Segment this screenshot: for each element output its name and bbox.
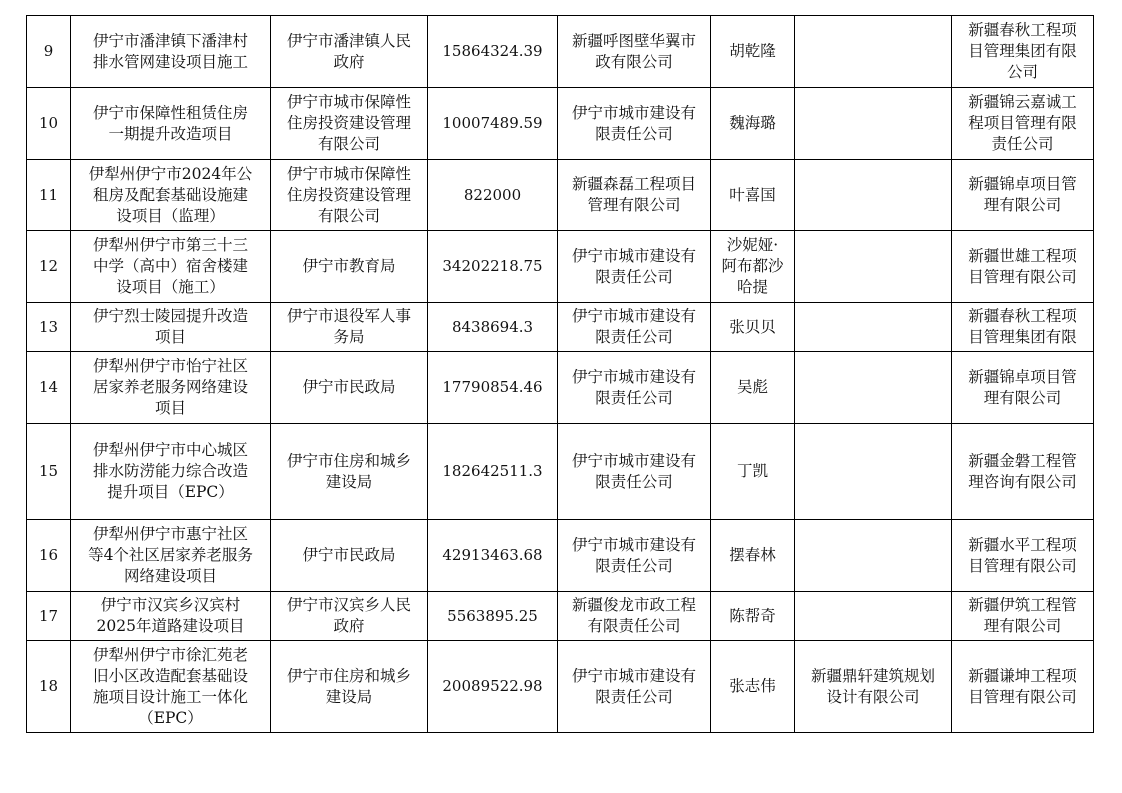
project-name: 伊宁市汉宾乡汉宾村 2025年道路建设项目 xyxy=(96,596,245,635)
design-unit-cell xyxy=(795,88,952,160)
design-unit-cell xyxy=(795,641,952,733)
project-name-cell xyxy=(71,592,271,641)
contractor: 新疆呼图壁华翼市 政有限公司 xyxy=(571,31,696,71)
project-name-cell xyxy=(71,352,271,424)
contractor-cell xyxy=(558,88,711,160)
project-manager: 吴彪 xyxy=(736,378,768,396)
contract-amount: 15864324.39 xyxy=(442,42,543,60)
supervision-unit: 新疆水平工程项 目管理有限公司 xyxy=(968,535,1077,575)
design-unit-cell xyxy=(795,303,952,352)
row-number-cell xyxy=(27,303,71,352)
project-name-cell xyxy=(71,16,271,88)
row-number-cell xyxy=(27,352,71,424)
design-unit-cell xyxy=(795,424,952,520)
design-unit-cell xyxy=(795,352,952,424)
supervision-unit-cell xyxy=(952,592,1094,641)
project-manager: 沙妮娅· 阿布都沙 哈提 xyxy=(721,236,784,296)
contractor-cell xyxy=(558,352,711,424)
project-manager-cell xyxy=(711,16,795,88)
contractor-cell xyxy=(558,231,711,303)
table-row xyxy=(27,16,1094,88)
project-manager: 魏海璐 xyxy=(729,114,776,132)
contractor: 新疆俊龙市政工程 有限责任公司 xyxy=(571,596,696,635)
contractor: 伊宁市城市建设有 限责任公司 xyxy=(571,451,696,491)
project-manager-cell xyxy=(711,520,795,592)
project-name-cell xyxy=(71,424,271,520)
contract-amount-cell xyxy=(428,16,558,88)
supervision-unit: 新疆锦卓项目管 理有限公司 xyxy=(968,175,1077,214)
contractor: 伊宁市城市建设有 限责任公司 xyxy=(571,307,696,346)
contract-amount: 8438694.3 xyxy=(451,317,534,336)
project-manager-cell xyxy=(711,424,795,520)
row-number-cell xyxy=(27,424,71,520)
row-number-cell xyxy=(27,88,71,160)
supervision-unit-cell xyxy=(952,352,1094,424)
supervision-unit: 新疆伊筑工程管 理有限公司 xyxy=(968,596,1077,635)
contractor: 伊宁市城市建设有 限责任公司 xyxy=(571,535,696,575)
project-manager-cell xyxy=(711,88,795,160)
owner-unit: 伊宁市潘津镇人民 政府 xyxy=(286,31,411,71)
project-manager-cell xyxy=(711,231,795,303)
supervision-unit-cell xyxy=(952,231,1094,303)
project-manager: 胡乾隆 xyxy=(729,42,776,60)
contractor: 伊宁市城市建设有 限责任公司 xyxy=(571,246,696,286)
contract-amount-cell xyxy=(428,303,558,352)
contractor-cell xyxy=(558,303,711,352)
project-name: 伊宁烈士陵园提升改造 项目 xyxy=(92,307,248,346)
table-row xyxy=(27,352,1094,424)
project-manager-cell xyxy=(711,303,795,352)
row-number: 9 xyxy=(43,42,54,60)
project-manager-cell xyxy=(711,352,795,424)
contractor-cell xyxy=(558,641,711,733)
owner-unit-cell xyxy=(271,231,428,303)
owner-unit-cell xyxy=(271,16,428,88)
owner-unit-cell xyxy=(271,303,428,352)
project-manager: 张志伟 xyxy=(729,677,776,695)
contractor-cell xyxy=(558,520,711,592)
contract-amount: 822000 xyxy=(463,185,522,204)
owner-unit-cell xyxy=(271,592,428,641)
row-number-cell xyxy=(27,641,71,733)
row-number: 13 xyxy=(38,317,59,336)
owner-unit-cell xyxy=(271,88,428,160)
supervision-unit-cell xyxy=(952,303,1094,352)
supervision-unit: 新疆金磐工程管 理咨询有限公司 xyxy=(968,451,1077,491)
project-name: 伊宁市潘津镇下潘津村 排水管网建设项目施工 xyxy=(92,31,248,71)
table-row xyxy=(27,592,1094,641)
row-number: 10 xyxy=(38,114,59,132)
owner-unit: 伊宁市汉宾乡人民 政府 xyxy=(286,596,411,635)
project-name-cell xyxy=(71,641,271,733)
row-number-cell xyxy=(27,231,71,303)
supervision-unit-cell xyxy=(952,16,1094,88)
project-name: 伊犁州伊宁市徐汇苑老 旧小区改造配套基础设 施项目设计施工一体化 （EPC） xyxy=(92,645,248,727)
supervision-unit-cell xyxy=(952,88,1094,160)
contractor-cell xyxy=(558,424,711,520)
row-number: 15 xyxy=(38,462,59,480)
contract-amount-cell xyxy=(428,520,558,592)
design-unit-cell xyxy=(795,16,952,88)
table-row xyxy=(27,424,1094,520)
design-unit-cell xyxy=(795,520,952,592)
supervision-unit-cell xyxy=(952,160,1094,231)
supervision-unit: 新疆春秋工程项 目管理集团有限 xyxy=(968,307,1077,346)
contract-amount: 34202218.75 xyxy=(442,257,543,275)
design-unit-cell xyxy=(795,592,952,641)
project-manager: 陈帮奇 xyxy=(729,606,776,625)
contract-amount: 20089522.98 xyxy=(442,677,543,695)
project-name-cell xyxy=(71,303,271,352)
row-number-cell xyxy=(27,16,71,88)
contract-amount-cell xyxy=(428,88,558,160)
supervision-unit: 新疆春秋工程项 目管理集团有限 公司 xyxy=(968,21,1077,81)
supervision-unit: 新疆锦云嘉诚工 程项目管理有限 责任公司 xyxy=(968,93,1077,153)
owner-unit: 伊宁市退役军人事 务局 xyxy=(286,307,411,346)
contractor-cell xyxy=(558,16,711,88)
project-name: 伊犁州伊宁市2024年公 租房及配套基础设施建 设项目（监理） xyxy=(88,164,253,225)
contractor: 新疆森磊工程项目 管理有限公司 xyxy=(571,175,696,214)
table-row xyxy=(27,303,1094,352)
owner-unit: 伊宁市城市保障性 住房投资建设管理 有限公司 xyxy=(286,164,411,225)
contract-amount: 10007489.59 xyxy=(442,114,543,132)
supervision-unit-cell xyxy=(952,641,1094,733)
table-row xyxy=(27,231,1094,303)
supervision-unit-cell xyxy=(952,424,1094,520)
project-name-cell xyxy=(71,88,271,160)
design-unit-cell xyxy=(795,160,952,231)
contractor: 伊宁市城市建设有 限责任公司 xyxy=(571,103,696,143)
owner-unit-cell xyxy=(271,160,428,231)
project-manager: 张贝贝 xyxy=(729,317,776,336)
project-name: 伊犁州伊宁市怡宁社区 居家养老服务网络建设 项目 xyxy=(92,357,248,417)
owner-unit-cell xyxy=(271,641,428,733)
table-body xyxy=(27,16,1094,733)
contract-amount: 5563895.25 xyxy=(447,606,538,625)
project-manager: 叶喜国 xyxy=(729,185,776,204)
row-number: 14 xyxy=(38,378,59,396)
table-row xyxy=(27,520,1094,592)
contractor-cell xyxy=(558,160,711,231)
supervision-unit: 新疆谦坤工程项 目管理有限公司 xyxy=(968,666,1077,706)
table-row xyxy=(27,88,1094,160)
row-number-cell xyxy=(27,520,71,592)
project-name-cell xyxy=(71,160,271,231)
project-name: 伊犁州伊宁市第三十三 中学（高中）宿舍楼建 设项目（施工） xyxy=(92,236,248,296)
design-unit-cell xyxy=(795,231,952,303)
design-unit: 新疆鼎轩建筑规划 设计有限公司 xyxy=(810,666,935,706)
row-number: 11 xyxy=(38,185,59,204)
project-manager-cell xyxy=(711,641,795,733)
project-manager-cell xyxy=(711,160,795,231)
project-manager: 丁凯 xyxy=(736,462,768,480)
project-manager: 摆春林 xyxy=(729,546,776,564)
project-name: 伊犁州伊宁市惠宁社区 等4个社区居家养老服务 网络建设项目 xyxy=(88,525,253,585)
owner-unit-cell xyxy=(271,424,428,520)
owner-unit: 伊宁市民政局 xyxy=(302,546,396,564)
row-number-cell xyxy=(27,160,71,231)
project-name: 伊宁市保障性租赁住房 一期提升改造项目 xyxy=(92,103,248,143)
row-number: 12 xyxy=(38,257,59,275)
owner-unit: 伊宁市住房和城乡 建设局 xyxy=(286,666,411,706)
owner-unit: 伊宁市民政局 xyxy=(302,378,396,396)
owner-unit: 伊宁市住房和城乡 建设局 xyxy=(286,451,411,491)
row-number: 16 xyxy=(38,546,59,564)
supervision-unit: 新疆锦卓项目管 理有限公司 xyxy=(968,367,1077,407)
project-name: 伊犁州伊宁市中心城区 排水防涝能力综合改造 提升项目（EPC） xyxy=(92,441,248,501)
contract-amount: 17790854.46 xyxy=(442,378,543,396)
contract-amount-cell xyxy=(428,641,558,733)
contract-amount-cell xyxy=(428,160,558,231)
project-table xyxy=(26,15,1094,733)
owner-unit-cell xyxy=(271,352,428,424)
contract-amount-cell xyxy=(428,231,558,303)
contract-amount-cell xyxy=(428,352,558,424)
supervision-unit: 新疆世雄工程项 目管理有限公司 xyxy=(968,246,1077,286)
contract-amount-cell xyxy=(428,424,558,520)
contract-amount: 182642511.3 xyxy=(442,462,543,480)
row-number: 17 xyxy=(38,606,59,625)
project-name-cell xyxy=(71,520,271,592)
contractor: 伊宁市城市建设有 限责任公司 xyxy=(571,367,696,407)
contractor-cell xyxy=(558,592,711,641)
project-manager-cell xyxy=(711,592,795,641)
owner-unit-cell xyxy=(271,520,428,592)
contractor: 伊宁市城市建设有 限责任公司 xyxy=(571,666,696,706)
contract-amount: 42913463.68 xyxy=(442,546,543,564)
table-row xyxy=(27,641,1094,733)
supervision-unit-cell xyxy=(952,520,1094,592)
owner-unit: 伊宁市教育局 xyxy=(302,257,396,275)
row-number-cell xyxy=(27,592,71,641)
owner-unit: 伊宁市城市保障性 住房投资建设管理 有限公司 xyxy=(286,93,411,153)
row-number: 18 xyxy=(38,677,59,695)
contract-amount-cell xyxy=(428,592,558,641)
table-row xyxy=(27,160,1094,231)
project-name-cell xyxy=(71,231,271,303)
